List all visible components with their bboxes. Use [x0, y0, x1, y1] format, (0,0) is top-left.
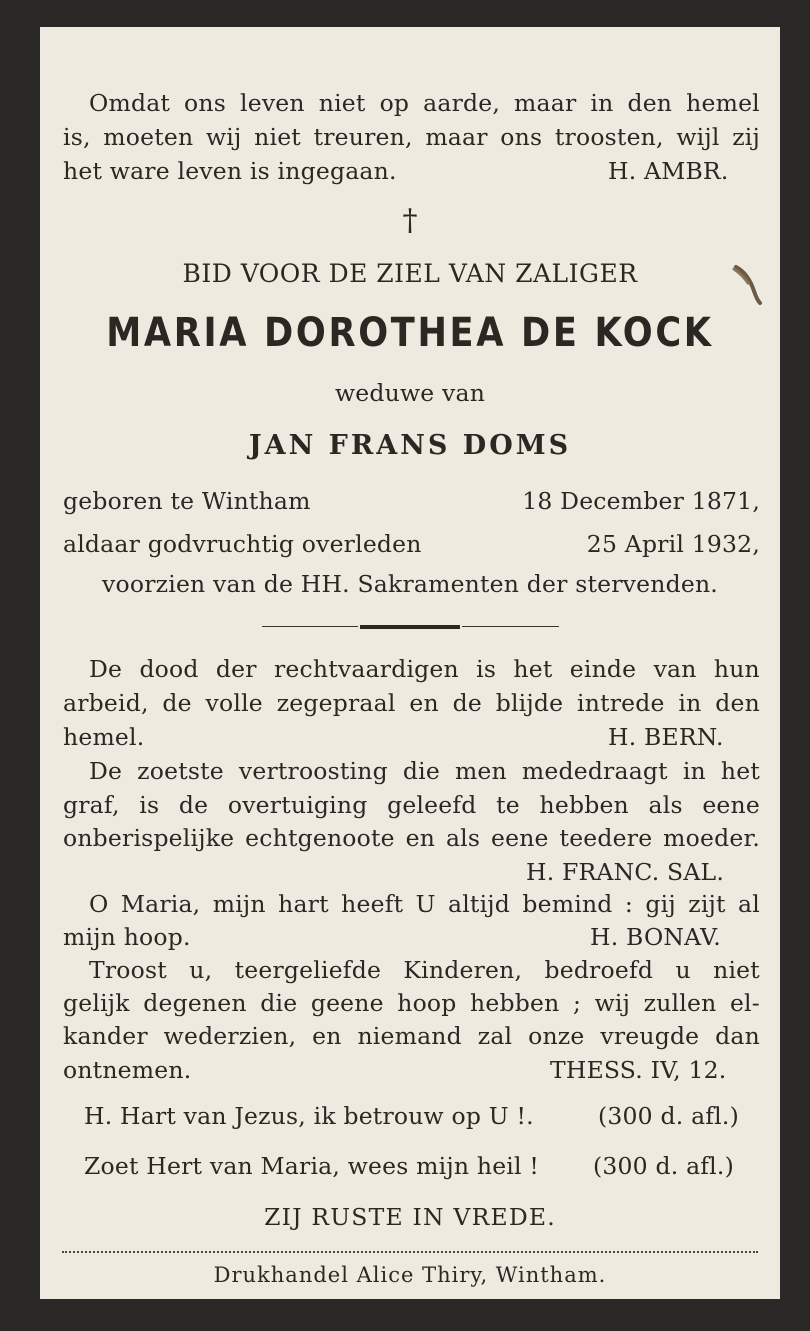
- word: zoetste: [137, 757, 224, 785]
- word: maar: [514, 89, 577, 117]
- word: mijn: [212, 890, 266, 918]
- word: hoop: [397, 989, 457, 1017]
- word: zij: [732, 123, 760, 151]
- quote2-line2: [63, 689, 760, 717]
- word: niemand: [357, 1022, 462, 1050]
- word: wij: [205, 123, 242, 151]
- word: die: [260, 989, 298, 1017]
- word: el-: [729, 989, 760, 1017]
- word: wijl: [676, 123, 720, 151]
- sacraments: voorzien van de HH. Sakramenten der stervenden.: [102, 570, 718, 598]
- word: der: [215, 655, 257, 683]
- word: mededraagt: [521, 757, 668, 785]
- word: hun: [713, 655, 760, 683]
- word: u: [675, 956, 691, 984]
- word: De: [89, 757, 123, 785]
- word: vreugde: [600, 1022, 700, 1050]
- word: overtuiging: [227, 791, 368, 819]
- invocation1-indulgence: (300 d. afl.): [598, 1102, 739, 1130]
- word: onze: [528, 1022, 585, 1050]
- word: men: [454, 757, 507, 785]
- word: als: [648, 791, 683, 819]
- word: is: [476, 655, 497, 683]
- word: kander: [63, 1022, 148, 1050]
- deceased-name: MARIA DOROTHEA DE KOCK: [106, 310, 714, 356]
- word: maar: [425, 123, 488, 151]
- quote2-line1: [89, 655, 760, 683]
- word: onberispelijke: [63, 824, 235, 852]
- widow-of: weduwe van: [334, 379, 486, 407]
- cross-icon: †: [402, 203, 418, 238]
- word: en: [409, 689, 439, 717]
- word: bemind: [522, 890, 613, 918]
- word: het: [513, 655, 553, 683]
- word: zegepraal: [276, 689, 396, 717]
- word: moeder.: [663, 824, 760, 852]
- word: Troost: [89, 956, 167, 984]
- word: zijt: [688, 890, 726, 918]
- word: en: [405, 824, 436, 852]
- word: u,: [189, 956, 213, 984]
- quote5-attribution: THESS. IV, 12.: [550, 1056, 727, 1084]
- word: degenen: [143, 989, 247, 1017]
- word: dan: [715, 1022, 760, 1050]
- death-label: aldaar godvruchtig overleden: [63, 530, 422, 558]
- word: leven: [240, 89, 305, 117]
- word: heeft: [341, 890, 404, 918]
- word: De: [89, 655, 123, 683]
- birth-label: geboren te Wintham: [63, 487, 311, 515]
- quote1-line1: [89, 89, 760, 117]
- quote2-line3: hemel.: [63, 723, 145, 751]
- quote4-line1: [89, 890, 760, 918]
- word: troosten,: [554, 123, 664, 151]
- card-paper: [40, 27, 780, 1299]
- word: ons: [500, 123, 543, 151]
- quote4-line2: mijn hoop.: [63, 923, 191, 951]
- word: ;: [572, 989, 582, 1017]
- word: in: [682, 757, 706, 785]
- quote1-line3: het ware leven is ingegaan.: [63, 157, 397, 185]
- quote5-line3: [63, 1022, 760, 1050]
- word: de: [452, 689, 482, 717]
- word: het: [720, 757, 760, 785]
- quote5-line2: [63, 989, 760, 1017]
- word: hart: [278, 890, 329, 918]
- death-date: 25 April 1932,: [586, 530, 760, 558]
- word: zullen: [643, 989, 717, 1017]
- quote2-attribution: H. BERN.: [608, 723, 724, 751]
- word: hebben: [539, 791, 629, 819]
- word: gelijk: [63, 989, 130, 1017]
- word: wederzien,: [163, 1022, 297, 1050]
- word: den: [627, 89, 673, 117]
- word: geene: [310, 989, 384, 1017]
- word: in: [590, 89, 614, 117]
- word: :: [624, 890, 634, 918]
- word: teedere: [559, 824, 653, 852]
- quote3-attribution: H. FRANC. SAL.: [526, 858, 724, 886]
- word: einde: [569, 655, 637, 683]
- word: de: [162, 689, 192, 717]
- word: O: [89, 890, 109, 918]
- quote1-line2: [63, 123, 760, 151]
- word: in: [678, 689, 702, 717]
- word: hemel: [686, 89, 760, 117]
- quote3-line1: [89, 757, 760, 785]
- word: niet: [318, 89, 366, 117]
- word: teergeliefde: [234, 956, 382, 984]
- husband-name: JAN FRANS DOMS: [248, 430, 572, 461]
- word: Kinderen,: [403, 956, 523, 984]
- word: U: [415, 890, 436, 918]
- word: den: [715, 689, 760, 717]
- closing-rest-in-peace: ZIJ RUSTE IN VREDE.: [264, 1203, 556, 1231]
- word: al: [738, 890, 760, 918]
- quote5-line4: ontnemen.: [63, 1056, 192, 1084]
- word: wij: [594, 989, 631, 1017]
- word: als: [445, 824, 481, 852]
- word: hebben: [470, 989, 560, 1017]
- word: treuren,: [313, 123, 413, 151]
- word: Maria,: [120, 890, 201, 918]
- word: volle: [205, 689, 263, 717]
- quote5-line1: [89, 956, 760, 984]
- invocation2-text: Zoet Hert van Maria, wees mijn heil !: [84, 1152, 540, 1180]
- word: van: [653, 655, 697, 683]
- word: is,: [63, 123, 91, 151]
- ornament-flourish: [730, 261, 766, 305]
- word: te: [496, 791, 520, 819]
- word: eene: [702, 791, 760, 819]
- quote3-line2: [63, 791, 760, 819]
- word: is: [139, 791, 160, 819]
- word: en: [312, 1022, 342, 1050]
- word: eene: [491, 824, 549, 852]
- word: ons: [184, 89, 226, 117]
- section-divider: [262, 625, 559, 628]
- word: intrede: [577, 689, 665, 717]
- word: blijde: [495, 689, 564, 717]
- word: de: [178, 791, 209, 819]
- word: vertroosting: [238, 757, 388, 785]
- quote4-attribution: H. BONAV.: [590, 923, 721, 951]
- word: op: [379, 89, 410, 117]
- word: niet: [713, 956, 760, 984]
- word: geleefd: [387, 791, 477, 819]
- printer-imprint: Drukhandel Alice Thiry, Wintham.: [213, 1263, 607, 1287]
- word: echtgenoote: [245, 824, 395, 852]
- word: altijd: [448, 890, 511, 918]
- word: bedroefd: [544, 956, 654, 984]
- quote1-attribution: H. AMBR.: [608, 157, 729, 185]
- word: die: [402, 757, 440, 785]
- word: dood: [139, 655, 199, 683]
- quote3-line3: [63, 824, 760, 852]
- invocation1-text: H. Hart van Jezus, ik betrouw op U !.: [84, 1102, 534, 1130]
- prayer-heading: BID VOOR DE ZIEL VAN ZALIGER: [182, 259, 638, 288]
- word: zal: [477, 1022, 513, 1050]
- word: Omdat: [89, 89, 171, 117]
- word: moeten: [103, 123, 194, 151]
- word: gij: [645, 890, 676, 918]
- word: niet: [254, 123, 301, 151]
- dotted-rule: [62, 1251, 758, 1253]
- word: aarde,: [423, 89, 501, 117]
- word: graf,: [63, 791, 120, 819]
- word: rechtvaardigen: [273, 655, 459, 683]
- word: arbeid,: [63, 689, 149, 717]
- invocation2-indulgence: (300 d. afl.): [593, 1152, 734, 1180]
- birth-date: 18 December 1871,: [522, 487, 760, 515]
